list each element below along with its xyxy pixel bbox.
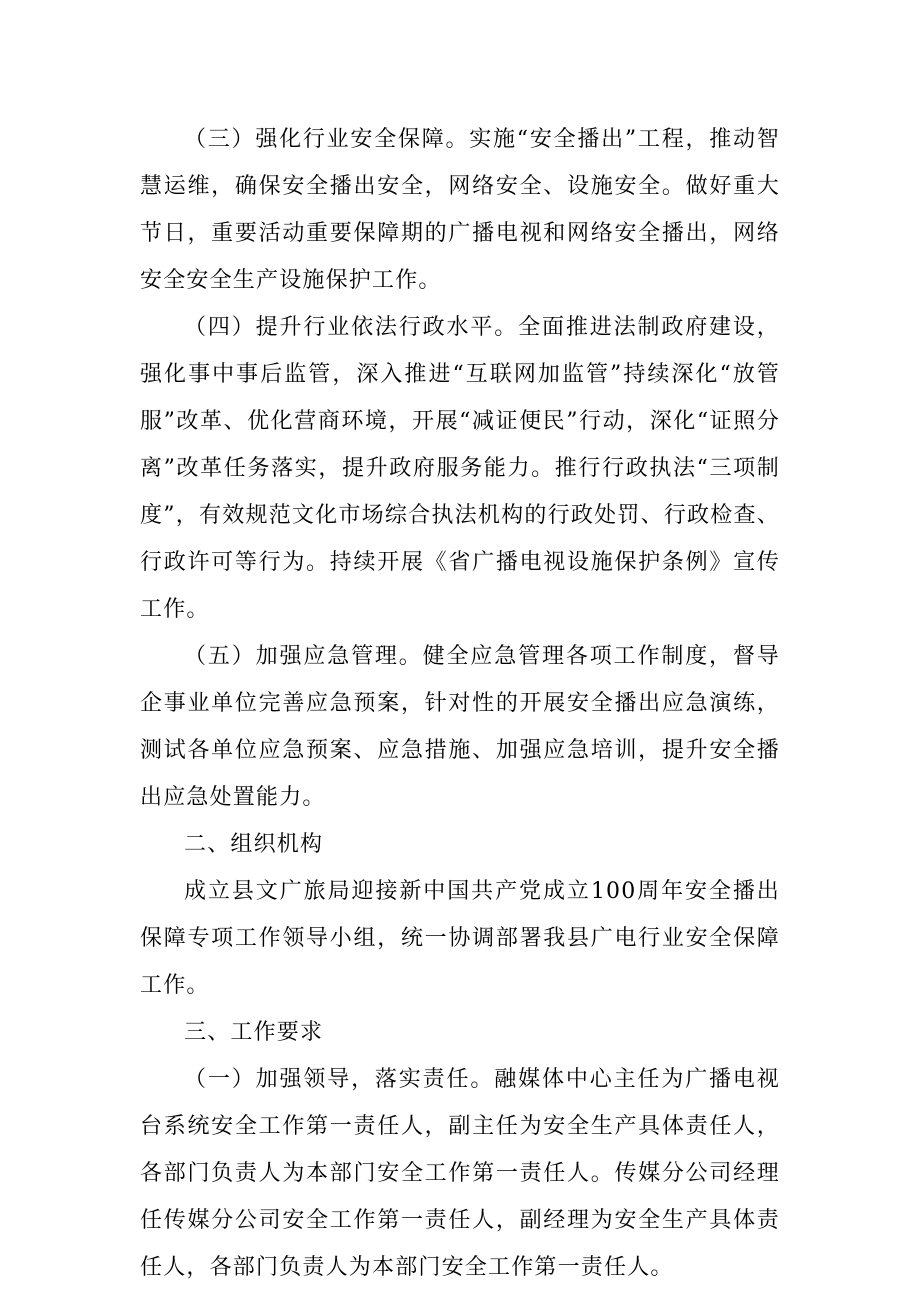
section-heading-requirements: 三、工作要求 <box>184 1020 324 1045</box>
section-heading-organization: 二、组织机构 <box>184 832 324 857</box>
paragraph-leading-group: 成立县文广旅局迎接新中国共产党成立100周年安全播出保障专项工作领导小组，统一协调部署我县广电行业安全保障工作。 <box>140 879 780 998</box>
paragraph-emergency-management: （五）加强应急管理。健全应急管理各项工作制度，督导企事业单位完善应急预案，针对性的开展安全播出应急演练，测试各单位应急预案、应急措施、加强应急培训，提升安全播出应急处置能力。 <box>140 644 780 810</box>
document-page <box>140 116 780 1291</box>
paragraph-safety-guarantee: （三）强化行业安全保障。实施“安全播出”工程，推动智慧运维，确保安全播出安全，网络安全、设施安全。做好重大节日，重要活动重要保障期的广播电视和网络安全播出，网络安全安全生产设施保护工作。 <box>140 127 780 293</box>
paragraph-administration-by-law: （四）提升行业依法行政水平。全面推进法制政府建设，强化事中事后监管，深入推进“互联网加监管”持续深化“放管服”改革、优化营商环境，开展“减证便民”行动，深化“证照分离”改革任务落实，提升政府服务能力。推行行政执法“三项制度”，有效规范文化市场综合执法机构的行政处罚、行政检查、行政许可等行为。持续开展《省广播电视设施保护条例》宣传工作。 <box>140 315 780 622</box>
paragraph-responsibility: （一）加强领导，落实责任。融媒体中心主任为广播电视台系统安全工作第一责任人，副主任为安全生产具体责任人，各部门负责人为本部门安全工作第一责任人。传媒分公司经理任传媒分公司安全工作第一责任人，副经理为安全生产具体责任人，各部门负责人为本部门安全工作第一责任人。 <box>140 1067 780 1280</box>
